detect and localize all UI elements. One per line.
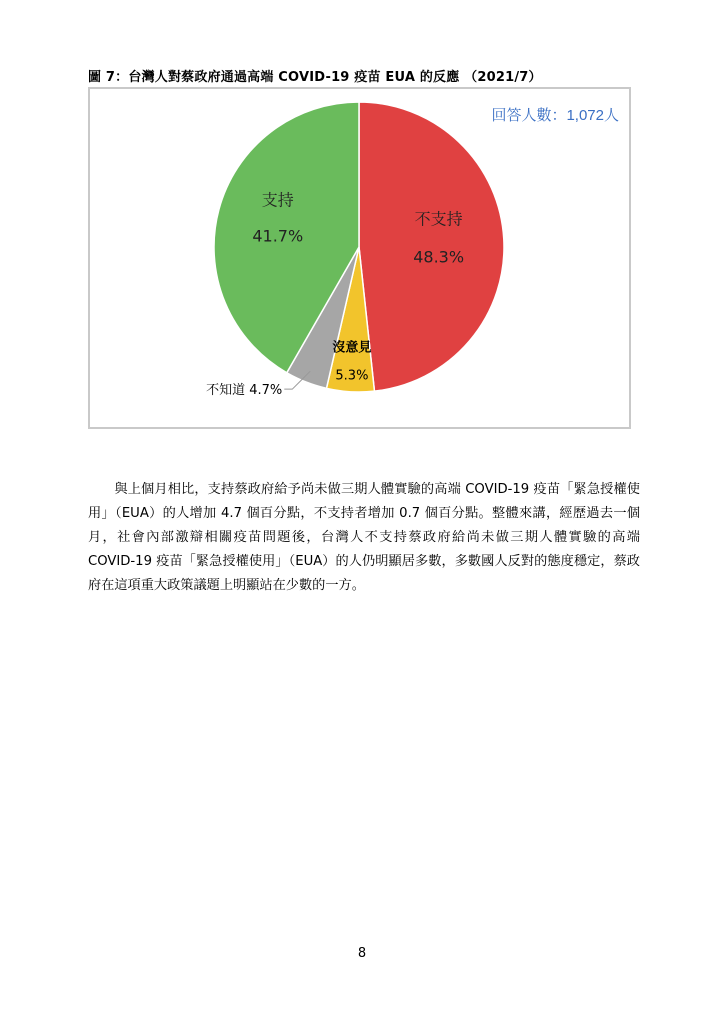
slice-value-1: 5.3% [335, 368, 369, 384]
slice-label-0: 不支持 [414, 209, 463, 229]
respondent-count-annotation: 回答人數：1,072人 [491, 107, 619, 124]
page-number: 8 [357, 946, 367, 961]
slice-label-2: 不知道 4.7% [206, 383, 283, 399]
slice-label-3: 支持 [261, 190, 294, 210]
pie-chart [90, 89, 629, 427]
body-paragraph: 與上個月相比，支持蔡政府給予尚未做三期人體實驗的高端 COVID-19 疫苗「緊急授權使用」（EUA）的人增加 4.7 個百分點，不支持者增加 0.7 個百分點。整體來講，經歷過去一個月，社會內部激辯相關疫苗問題後，台灣人不支持蔡政府給尚未做三期人體實驗的高端 COVID-19 疫苗「緊急授權使用」（EUA）的人仍明顯居多數，多數國人反對的態度穩定，蔡政府在這項重大政策議題上明顯站在少數的一方。 [88, 482, 640, 593]
slice-label-1: 沒意見 [332, 340, 372, 356]
pie-slice-0 [359, 102, 504, 391]
pie-chart-frame [88, 87, 631, 429]
figure-title: 圖 7：台灣人對蔡政府通過高端 COVID-19 疫苗 EUA 的反應 （2021/7） [88, 70, 542, 85]
slice-value-0: 48.3% [413, 247, 465, 267]
slice-value-3: 41.7% [252, 226, 304, 246]
